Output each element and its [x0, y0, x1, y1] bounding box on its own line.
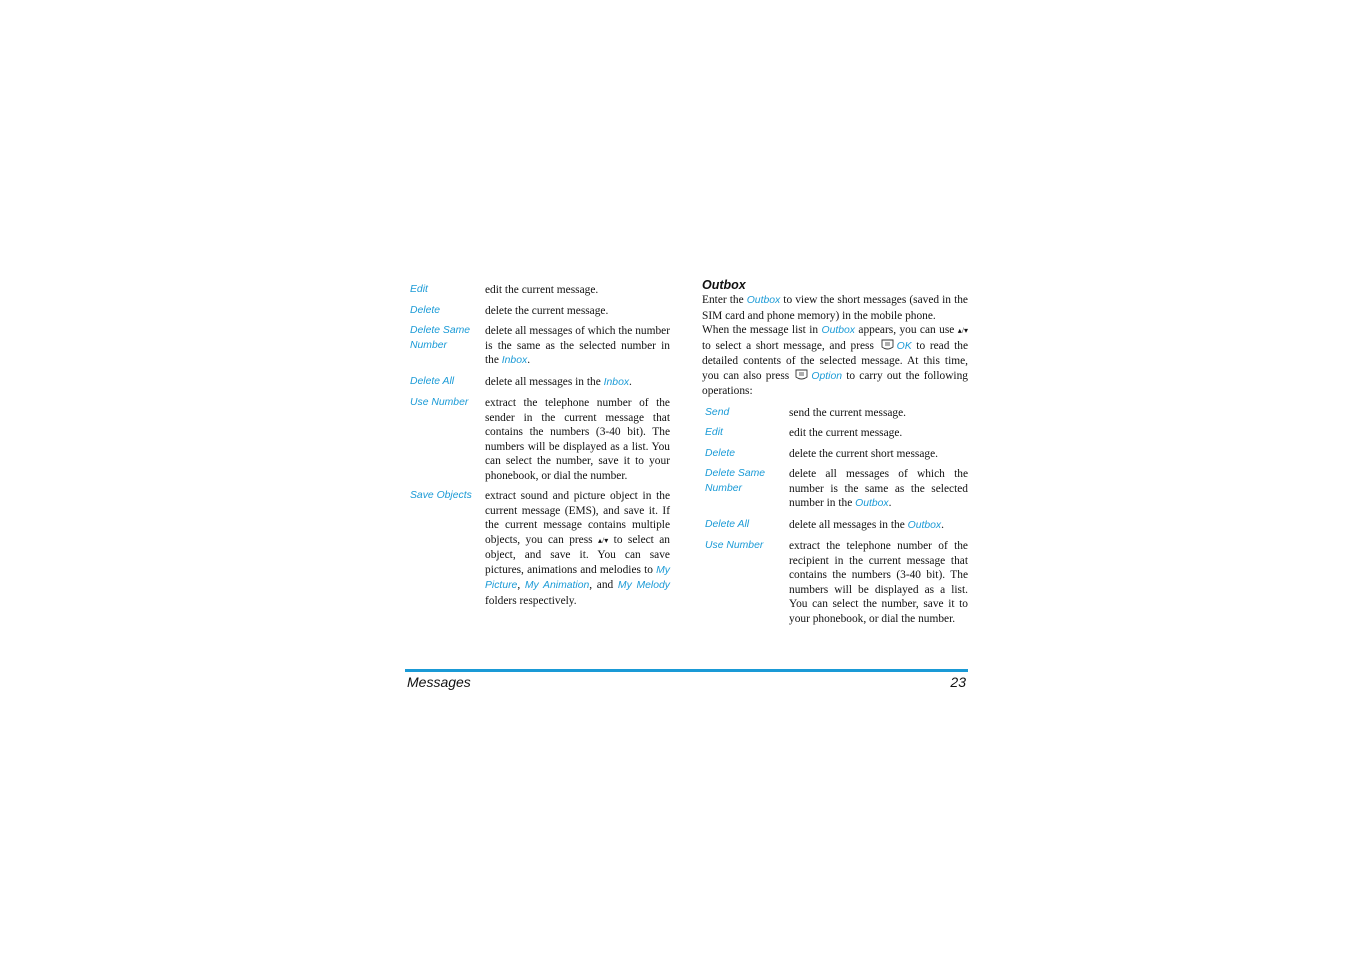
footer-rule [405, 669, 968, 672]
left-column [410, 283, 670, 614]
definition-row [702, 406, 968, 421]
intro [702, 293, 968, 399]
term-use-number: Use Number [705, 540, 764, 551]
desc-text: delete all messages in the [789, 518, 908, 531]
page-footer [407, 673, 966, 691]
desc-delete-all [485, 375, 670, 391]
desc-delete: delete the current message. [485, 304, 609, 317]
outbox-link: Outbox [821, 325, 856, 336]
up-down-arrow-icon: ▴/▾ [598, 535, 609, 545]
term-delete-all: Delete All [705, 518, 750, 530]
desc-delete-same-number [789, 467, 968, 512]
term-delete-all: Delete All [410, 375, 455, 387]
term-send: Send [705, 406, 730, 418]
desc-edit: edit the current message. [485, 284, 599, 296]
intro-text: to carry out the following operations: [702, 369, 968, 397]
inbox-link: Inbox [501, 355, 528, 366]
desc-delete-same-number [485, 324, 670, 369]
desc-text: . [888, 497, 892, 509]
desc-text: , [517, 579, 525, 591]
intro-paragraph-1 [702, 293, 968, 323]
outbox-link: Outbox [907, 519, 942, 531]
definition-row [410, 304, 670, 319]
term-edit: Edit [705, 427, 723, 438]
desc-delete-all [789, 518, 968, 534]
footer-section-title: Messages [407, 674, 471, 690]
desc-use-number: extract the telephone number of the recipient in the current message that contains the numbers (3-40 bit). The numbers will be displayed as a list. You can select the number, save it to your phonebook, or dial the number. [789, 540, 968, 625]
desc-text: . [629, 375, 632, 388]
outbox-link: Outbox [746, 295, 781, 306]
term-delete-same-number: Delete Same Number [410, 325, 471, 351]
definition-row [702, 518, 968, 534]
intro-text: appears, you can use [855, 324, 958, 336]
definition-row [702, 539, 968, 626]
term-delete-same-number: Delete Same Number [705, 468, 766, 494]
inbox-link: Inbox [603, 376, 630, 388]
intro-text: When the message list in [702, 324, 822, 336]
section-heading: Outbox [702, 278, 746, 292]
definition-row [410, 283, 670, 298]
desc-text: . [941, 518, 944, 531]
desc-text: delete all messages in the [485, 375, 604, 388]
my-picture-link: My Picture [485, 564, 670, 591]
page-number: 23 [950, 674, 966, 690]
definition-row [410, 375, 670, 391]
intro-text: to read the detailed contents of the selected message. At this time, you can also press [702, 339, 969, 382]
softkey-icon [795, 369, 808, 381]
definition-row [410, 489, 670, 608]
intro-text: to select a short message, and press [702, 339, 879, 352]
term-delete: Delete [410, 304, 441, 316]
definition-row [702, 426, 968, 441]
desc-delete: delete the current short message. [789, 447, 938, 460]
intro-text: Enter the [702, 294, 747, 306]
intro-text: to view the short messages (saved in the SIM card and phone memory) in the mobile phone. [702, 294, 968, 322]
my-melody-link: My Melody [617, 580, 670, 591]
definition-row [410, 396, 670, 483]
desc-text: extract sound and picture object in the current message (EMS), and save it. If the current message contains multiple objects, you can press [485, 490, 670, 546]
desc-edit: edit the current message. [789, 427, 903, 439]
desc-text: folders respectively. [485, 594, 577, 607]
ok-link: OK [896, 340, 912, 352]
desc-text: . [527, 354, 531, 366]
desc-text: delete all messages of which the number is the same as the selected number in the [485, 325, 670, 366]
desc-save-objects [485, 489, 670, 608]
outbox-link: Outbox [855, 498, 889, 509]
my-animation-link: My Animation [524, 580, 590, 591]
option-link: Option [811, 370, 843, 382]
desc-send: send the current message. [789, 406, 907, 419]
desc-text: delete all messages of which the number is the same as the selected number in the [789, 468, 968, 509]
desc-text: , and [589, 579, 618, 591]
up-down-arrow-icon: ▴/▾ [957, 326, 968, 335]
term-delete: Delete [705, 447, 736, 459]
term-edit: Edit [410, 284, 428, 295]
intro-paragraph-2 [702, 323, 968, 399]
definition-row [702, 467, 968, 512]
term-save-objects: Save Objects [410, 490, 472, 501]
desc-text: to select an object, and save it. You can save pictures, animations and melodies to [485, 533, 670, 576]
definition-row [702, 447, 968, 462]
softkey-icon [881, 339, 894, 351]
desc-use-number: extract the telephone number of the sender in the current message that contains the numbers (3-40 bit). The numbers will be displayed as a list. You can select the number, save it to your phonebook, or dial the number. [485, 397, 670, 482]
term-use-number: Use Number [410, 397, 469, 408]
definition-row [410, 324, 670, 369]
right-column [702, 278, 968, 632]
